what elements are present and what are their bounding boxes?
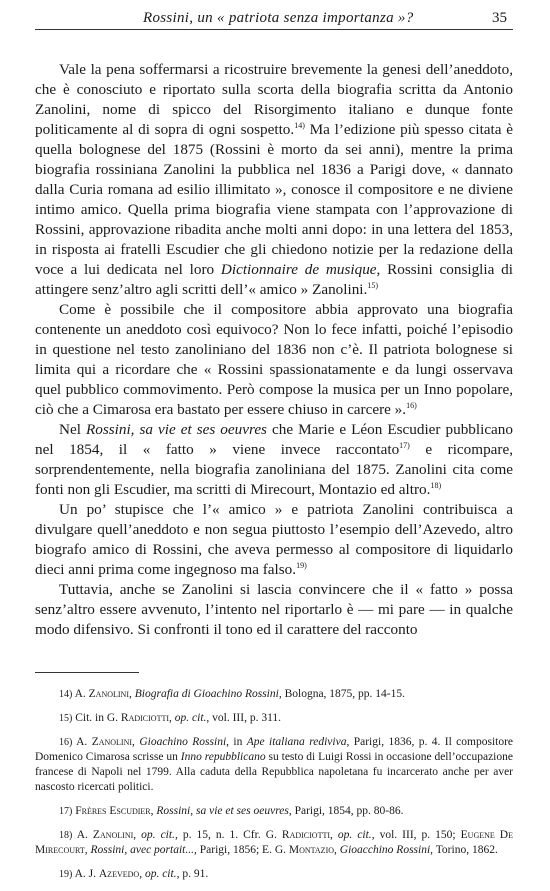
italic-text: op. cit.	[337, 829, 372, 841]
author-name: Eugene De Mirecourt	[35, 829, 513, 856]
text-run: Cit. in G.	[72, 712, 121, 724]
italic-text: Rossini, sa vie et ses oeuvres	[156, 805, 289, 817]
text-run: , p. 15, n. 1. Cfr. G.	[174, 829, 282, 841]
text-run: , Torino, 1862.	[430, 844, 498, 856]
text-run: che Marie e Léon Escudier pubblicano nel 1854, il « fatto » viene invece raccontato	[35, 421, 513, 458]
italic-text: Rossini, sa vie et ses oeuvres	[85, 421, 267, 438]
footnote-ref: 14)	[294, 120, 305, 130]
footnote-ref: 18)	[430, 480, 442, 490]
text-run: Vale la pena soffermarsi a ricostruire brevemente la genesi dell’aneddoto, che è conosciuto e riportato sulla scorta della biografia scritta da Antonio Zanolini, nome di spicco del Risorgimento italiano e dunque fonte politicamente al di sopra di ogni sospetto.	[35, 61, 513, 138]
paragraph	[35, 500, 513, 580]
text-run: Nel	[59, 421, 86, 438]
italic-text: Biografia di Gioachino Rossini	[134, 688, 279, 700]
footnote-number: 17)	[59, 806, 73, 817]
text-run: ,	[334, 844, 340, 856]
italic-text: op. cit.	[141, 829, 175, 841]
italic-text: Gioacchino Rossini	[339, 844, 431, 856]
text-run: e ricompare, sorprendentemente, nella biografia zanoliniana del 1875. Zanolini cita come fonti non gli Escudier, ma scritti di Mirecourt, Montazio ed altro.	[35, 441, 513, 498]
italic-text: Inno repubblicano	[180, 751, 266, 763]
text-run: , Rossini consiglia di attingere senz’altro agli scritti dell’« amico » Zanolini.	[35, 261, 513, 298]
text-run: ,	[133, 829, 142, 841]
footnote	[35, 804, 513, 819]
footnotes	[35, 687, 513, 882]
italic-text: op. cit.	[144, 868, 177, 880]
footnote-ref: 19)	[296, 560, 307, 570]
text-run: ,	[84, 844, 91, 856]
text-run: , vol. III, p. 311.	[206, 712, 282, 724]
paragraph	[35, 60, 513, 300]
italic-text: Dictionnaire de musique	[220, 261, 377, 278]
text-run: , Bologna, 1875, pp. 14-15.	[278, 688, 406, 700]
author-name: Zanolini	[88, 688, 129, 700]
text-run: , in	[226, 736, 247, 748]
text-run: Un po’ stupisce che l’« amico » e patriota Zanolini contribuisca a divulgare quell’aneddoto e non segua piuttosto l’esempio dell’Azevedo, altro biografo amico di Rossini, che aveva permesso al compositore di liquidarlo dieci anni prima come ingegnoso ma falso.	[35, 501, 513, 578]
italic-text: Gioachino Rossini	[139, 736, 227, 748]
footnote-number: 16)	[59, 737, 73, 748]
footnote	[35, 687, 513, 702]
footnote	[35, 867, 513, 882]
text-run: ,	[129, 688, 135, 700]
text-run: A.	[72, 688, 89, 700]
paragraph	[35, 300, 513, 420]
footnote-number: 14)	[59, 689, 73, 700]
text-run: , p. 91.	[176, 868, 209, 880]
page	[35, 8, 513, 891]
text-run: ,	[330, 829, 338, 841]
footnote-number: 18)	[59, 830, 73, 841]
text-run: , vol. III, p. 150;	[371, 829, 461, 841]
text-run: ,	[139, 868, 145, 880]
author-name: Montazio	[288, 844, 335, 856]
text-run: Ma l’edizione più spesso citata è quella bolognese del 1875 (Rossini è morto da sei anni), mentre la prima biografia rossiniana Zanolini la pubblica nel 1836 a Parigi dove, « dannato dalla Curia romana ad esilio illimitato », conosce il compositore e ne diviene intimo amico. Quella prima biografia viene stampata con l’approvazione di Rossini, approvazione ribadita anche molti anni dopo: in una lettera del 1853, in risposta ai fratelli Escudier che gli chiedono notizie per la redazione della voce a lui dedicata nel loro	[35, 121, 513, 278]
footnote	[35, 828, 513, 858]
running-title: Rossini, un « patriota senza importanza »?	[143, 10, 414, 26]
text-run: A.	[72, 736, 92, 748]
running-header	[35, 8, 513, 30]
italic-text: Ape italiana rediviva	[246, 736, 347, 748]
author-name: Radiciotti	[281, 829, 331, 841]
footnote-number: 19)	[59, 869, 73, 880]
text-run: A. J.	[72, 868, 99, 880]
text-run: Come è possibile che il compositore abbia approvato una biografia contenente un aneddoto così equivoco? Non lo fece infatti, poiché l’episodio in questione nel testo zanoliniano del 1836 non c’è. Il patriota bolognese si limita qui a ricordare che « Rossini spassionatamente e da lungi osservava quel pubblico commovimento. Però compose la musica per un Inno popolare, ciò che a Cimarosa era bastato per essere chiuso in carcere ».	[35, 301, 513, 418]
text-run: ,	[169, 712, 175, 724]
footnote-ref: 15)	[367, 280, 378, 290]
text-run: ,	[132, 736, 140, 748]
italic-text: op. cit.	[174, 712, 207, 724]
footnote	[35, 711, 513, 726]
footnote-number: 15)	[59, 713, 73, 724]
page-number: 35	[492, 10, 507, 26]
text-run: , Parigi, 1836, p. 4. Il compositore Domenico Cimarosa scrisse un	[35, 736, 514, 763]
footnote	[35, 735, 513, 795]
paragraph	[35, 420, 513, 500]
italic-text: Rossini, avec portait...	[90, 844, 194, 856]
body-text	[35, 60, 513, 640]
author-name: Zanolini	[92, 829, 134, 841]
footnote-separator	[35, 672, 139, 673]
author-name: Azevedo	[98, 868, 140, 880]
author-name: Radiciotti	[120, 712, 170, 724]
text-run: ,	[150, 805, 157, 817]
footnote-ref: 16)	[406, 400, 417, 410]
author-name: Frères Escudier	[75, 805, 151, 817]
text-run: Tuttavia, anche se Zanolini si lascia convincere che il « fatto » possa senz’altro essere avvenuto, l’intento nel riportarlo è — mi pare — in qualche modo difensivo. Si confronti il tono ed il carattere del racconto	[35, 581, 513, 638]
text-run: su testo di Luigi Rossi in occasione dell’occupazione francese di Napoli nel 1799. Alla caduta della Repubblica napoletana fu incarcerato anche per aver nascosto ricercati politici.	[35, 751, 513, 793]
author-name: Zanolini	[91, 736, 133, 748]
footnote-ref: 17)	[399, 440, 410, 450]
text-run: , Parigi, 1854, pp. 80-86.	[288, 805, 404, 817]
text-run: A.	[72, 829, 93, 841]
paragraph	[35, 580, 513, 640]
text-run: , Parigi, 1856; E. G.	[194, 844, 289, 856]
